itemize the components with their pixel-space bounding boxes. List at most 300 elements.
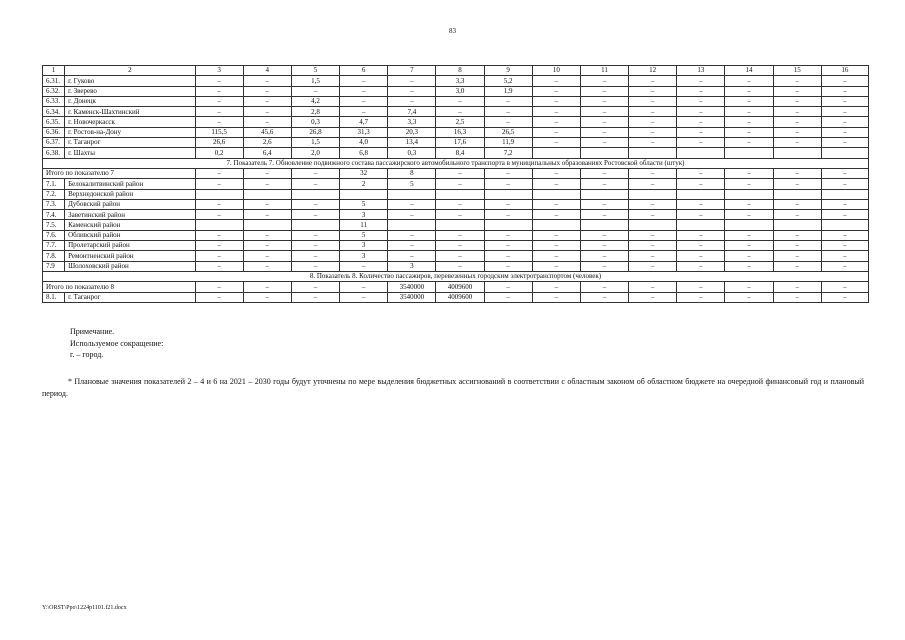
value-cell	[629, 148, 677, 158]
value-cell: –	[195, 199, 243, 209]
value-cell: –	[677, 107, 725, 117]
value-cell: –	[629, 86, 677, 96]
value-cell: –	[821, 168, 868, 178]
value-cell: 31,3	[340, 127, 388, 137]
value-cell: –	[725, 261, 773, 271]
value-cell: –	[677, 96, 725, 106]
total-row	[43, 282, 869, 292]
value-cell: –	[725, 210, 773, 220]
value-cell: –	[532, 241, 580, 251]
row-name: Обливский район	[65, 230, 195, 240]
value-cell	[773, 220, 821, 230]
value-cell: –	[243, 107, 291, 117]
value-cell: –	[773, 76, 821, 86]
value-cell: –	[677, 261, 725, 271]
section-heading-row	[43, 271, 869, 281]
table-row	[43, 96, 869, 106]
value-cell	[821, 148, 868, 158]
table-row	[43, 241, 869, 251]
value-cell: 20,3	[388, 127, 436, 137]
value-cell: –	[821, 127, 868, 137]
value-cell: –	[580, 76, 628, 86]
value-cell	[532, 189, 580, 199]
value-cell: –	[821, 251, 868, 261]
value-cell: 3,0	[436, 86, 484, 96]
value-cell: –	[195, 251, 243, 261]
row-name: г. Новочеркасск	[65, 117, 195, 127]
value-cell: –	[291, 86, 339, 96]
value-cell: –	[532, 230, 580, 240]
value-cell: 3,3	[388, 117, 436, 127]
value-cell: –	[532, 251, 580, 261]
value-cell: –	[773, 210, 821, 220]
value-cell: –	[629, 261, 677, 271]
value-cell: –	[388, 230, 436, 240]
value-cell: 11	[340, 220, 388, 230]
row-name: г. Шахты	[65, 148, 195, 158]
value-cell: –	[243, 179, 291, 189]
value-cell: –	[725, 138, 773, 148]
row-number: 7.9	[43, 261, 65, 271]
row-number: 7.4.	[43, 210, 65, 220]
value-cell: –	[580, 179, 628, 189]
value-cell: –	[484, 241, 532, 251]
value-cell: 1,5	[291, 76, 339, 86]
value-cell: –	[677, 168, 725, 178]
section-heading: 8. Показатель 8. Количество пассажиров, перевезенных городским электротранспортом (человек)	[43, 271, 869, 281]
header-cell: 5	[291, 66, 339, 76]
value-cell: –	[821, 96, 868, 106]
value-cell: –	[195, 261, 243, 271]
value-cell: –	[677, 86, 725, 96]
value-cell	[677, 220, 725, 230]
value-cell: 2,8	[291, 107, 339, 117]
row-name: г. Таганрог	[65, 292, 195, 302]
value-cell	[388, 189, 436, 199]
value-cell: –	[725, 199, 773, 209]
value-cell: –	[629, 282, 677, 292]
value-cell: –	[821, 76, 868, 86]
value-cell: –	[436, 168, 484, 178]
value-cell: 2,6	[243, 138, 291, 148]
value-cell: 2	[340, 179, 388, 189]
value-cell: –	[388, 76, 436, 86]
header-cell: 14	[725, 66, 773, 76]
value-cell: –	[821, 241, 868, 251]
value-cell: –	[436, 241, 484, 251]
value-cell: 4,0	[340, 138, 388, 148]
value-cell: –	[436, 261, 484, 271]
value-cell	[484, 189, 532, 199]
value-cell: –	[580, 261, 628, 271]
value-cell: 3	[388, 261, 436, 271]
value-cell: –	[291, 261, 339, 271]
value-cell: –	[629, 230, 677, 240]
value-cell: –	[195, 168, 243, 178]
notes-block	[70, 326, 163, 361]
value-cell	[436, 220, 484, 230]
value-cell: 1,9	[484, 86, 532, 96]
value-cell: 4,7	[340, 117, 388, 127]
value-cell: –	[291, 282, 339, 292]
row-name: Ремонтненский район	[65, 251, 195, 261]
value-cell: –	[773, 261, 821, 271]
table-row	[43, 199, 869, 209]
header-cell: 11	[580, 66, 628, 76]
value-cell: –	[532, 138, 580, 148]
value-cell: –	[243, 76, 291, 86]
value-cell: –	[677, 210, 725, 220]
value-cell: 13,4	[388, 138, 436, 148]
value-cell: 3	[340, 251, 388, 261]
table-row	[43, 189, 869, 199]
row-number: 7.7.	[43, 241, 65, 251]
value-cell	[580, 148, 628, 158]
value-cell: 26,8	[291, 127, 339, 137]
value-cell: –	[677, 138, 725, 148]
value-cell	[677, 189, 725, 199]
value-cell: –	[484, 282, 532, 292]
row-name: Верхнедонской район	[65, 189, 195, 199]
value-cell: –	[580, 210, 628, 220]
row-number: 6.36.	[43, 127, 65, 137]
row-number: 6.32.	[43, 86, 65, 96]
row-name: г. Таганрог	[65, 138, 195, 148]
table-row	[43, 179, 869, 189]
value-cell: –	[243, 96, 291, 106]
value-cell: –	[725, 241, 773, 251]
value-cell	[725, 220, 773, 230]
value-cell: –	[532, 261, 580, 271]
value-cell: –	[821, 117, 868, 127]
total-label: Итого по показателю 7	[43, 168, 196, 178]
value-cell: –	[195, 210, 243, 220]
value-cell: –	[195, 96, 243, 106]
value-cell	[629, 220, 677, 230]
value-cell: –	[821, 230, 868, 240]
header-cell: 7	[388, 66, 436, 76]
value-cell: –	[532, 127, 580, 137]
value-cell	[291, 220, 339, 230]
value-cell: –	[629, 127, 677, 137]
value-cell: –	[821, 292, 868, 302]
value-cell: –	[291, 210, 339, 220]
row-number: 8.1.	[43, 292, 65, 302]
value-cell: –	[677, 76, 725, 86]
value-cell: –	[340, 261, 388, 271]
value-cell: 8,4	[436, 148, 484, 158]
value-cell: 5	[340, 199, 388, 209]
value-cell: –	[340, 86, 388, 96]
value-cell: –	[195, 107, 243, 117]
value-cell: –	[243, 292, 291, 302]
value-cell: –	[725, 96, 773, 106]
value-cell: –	[532, 199, 580, 209]
value-cell: 16,3	[436, 127, 484, 137]
value-cell: –	[484, 261, 532, 271]
header-cell: 3	[195, 66, 243, 76]
value-cell: –	[532, 117, 580, 127]
value-cell: –	[580, 107, 628, 117]
row-name: г. Каменск-Шахтинский	[65, 107, 195, 117]
value-cell: –	[773, 241, 821, 251]
value-cell: 5	[388, 179, 436, 189]
value-cell: –	[773, 117, 821, 127]
row-name: Дубовский район	[65, 199, 195, 209]
value-cell: –	[243, 261, 291, 271]
header-cell: 6	[340, 66, 388, 76]
value-cell: –	[725, 230, 773, 240]
value-cell: –	[629, 117, 677, 127]
value-cell: –	[243, 210, 291, 220]
value-cell: 115,5	[195, 127, 243, 137]
table-row	[43, 292, 869, 302]
value-cell: 0,3	[388, 148, 436, 158]
footnote: * Плановые значения показателей 2 – 4 и 6 на 2021 – 2030 годы будут уточнены по мере выделения бюджетных ассигнований в соответствии с областным законом об областном бюджете на очередной финансовый год и плановый период.	[42, 377, 864, 398]
value-cell: 11,9	[484, 138, 532, 148]
value-cell: –	[532, 96, 580, 106]
value-cell: –	[773, 168, 821, 178]
row-number: 7.8.	[43, 251, 65, 261]
value-cell: –	[243, 282, 291, 292]
value-cell: –	[629, 251, 677, 261]
value-cell: –	[436, 179, 484, 189]
header-cell: 4	[243, 66, 291, 76]
value-cell: –	[821, 261, 868, 271]
value-cell: 17,6	[436, 138, 484, 148]
value-cell: 2,0	[291, 148, 339, 158]
value-cell: –	[243, 251, 291, 261]
value-cell: –	[677, 251, 725, 261]
value-cell: –	[821, 282, 868, 292]
header-cell: 8	[436, 66, 484, 76]
value-cell: –	[340, 282, 388, 292]
value-cell: –	[291, 292, 339, 302]
value-cell: –	[532, 292, 580, 302]
value-cell	[195, 220, 243, 230]
value-cell: –	[580, 241, 628, 251]
value-cell: –	[532, 76, 580, 86]
value-cell: –	[291, 179, 339, 189]
value-cell	[436, 189, 484, 199]
value-cell: –	[195, 282, 243, 292]
value-cell: –	[725, 76, 773, 86]
value-cell: –	[773, 127, 821, 137]
value-cell: –	[243, 230, 291, 240]
value-cell: –	[580, 96, 628, 106]
header-cell: 13	[677, 66, 725, 76]
value-cell: 3	[340, 210, 388, 220]
header-cell: 9	[484, 66, 532, 76]
row-name: Заветинский район	[65, 210, 195, 220]
value-cell: –	[773, 107, 821, 117]
value-cell: –	[677, 230, 725, 240]
value-cell: –	[773, 199, 821, 209]
value-cell: –	[484, 96, 532, 106]
value-cell: –	[484, 168, 532, 178]
row-number: 7.6.	[43, 230, 65, 240]
value-cell: –	[629, 241, 677, 251]
value-cell: –	[484, 230, 532, 240]
row-number: 7.1.	[43, 179, 65, 189]
value-cell	[388, 220, 436, 230]
table-row	[43, 148, 869, 158]
value-cell	[821, 220, 868, 230]
total-row	[43, 168, 869, 178]
value-cell: –	[725, 107, 773, 117]
value-cell: –	[629, 168, 677, 178]
row-number: 6.37.	[43, 138, 65, 148]
value-cell: –	[436, 210, 484, 220]
value-cell: –	[821, 107, 868, 117]
value-cell: –	[195, 179, 243, 189]
value-cell	[821, 189, 868, 199]
value-cell: –	[243, 86, 291, 96]
row-name: г. Зверево	[65, 86, 195, 96]
value-cell: –	[773, 179, 821, 189]
value-cell: 3,3	[436, 76, 484, 86]
row-name: Белокалитвинский район	[65, 179, 195, 189]
value-cell: –	[580, 138, 628, 148]
value-cell: –	[436, 107, 484, 117]
value-cell: 26,6	[195, 138, 243, 148]
value-cell: 3540000	[388, 282, 436, 292]
value-cell: 4009600	[436, 282, 484, 292]
table-row	[43, 230, 869, 240]
value-cell: 6,8	[340, 148, 388, 158]
value-cell: –	[580, 117, 628, 127]
row-number: 6.34.	[43, 107, 65, 117]
value-cell: –	[388, 86, 436, 96]
value-cell: –	[532, 179, 580, 189]
value-cell: 5	[340, 230, 388, 240]
header-cell: 15	[773, 66, 821, 76]
value-cell: –	[195, 292, 243, 302]
value-cell: –	[484, 179, 532, 189]
value-cell: –	[532, 107, 580, 117]
value-cell: –	[725, 282, 773, 292]
table-row	[43, 138, 869, 148]
value-cell: 0,2	[195, 148, 243, 158]
row-number: 7.2.	[43, 189, 65, 199]
value-cell: –	[388, 241, 436, 251]
value-cell: –	[580, 292, 628, 302]
value-cell: –	[484, 210, 532, 220]
value-cell: –	[243, 199, 291, 209]
value-cell: –	[725, 292, 773, 302]
notes-title: Примечание.	[70, 327, 115, 336]
value-cell: –	[195, 117, 243, 127]
value-cell: –	[773, 292, 821, 302]
value-cell: –	[436, 251, 484, 261]
value-cell: –	[243, 241, 291, 251]
value-cell	[340, 189, 388, 199]
value-cell: –	[291, 168, 339, 178]
value-cell: –	[291, 251, 339, 261]
value-cell: –	[436, 230, 484, 240]
header-cell: 16	[821, 66, 868, 76]
value-cell: –	[725, 127, 773, 137]
indicators-table	[42, 65, 869, 303]
value-cell: –	[291, 199, 339, 209]
value-cell: –	[340, 96, 388, 106]
value-cell: –	[773, 230, 821, 240]
value-cell: 5,2	[484, 76, 532, 86]
value-cell: –	[388, 199, 436, 209]
value-cell: 7,4	[388, 107, 436, 117]
value-cell: 26,5	[484, 127, 532, 137]
value-cell: –	[773, 251, 821, 261]
value-cell: –	[773, 282, 821, 292]
value-cell: –	[580, 86, 628, 96]
value-cell: –	[629, 76, 677, 86]
value-cell: 2,5	[436, 117, 484, 127]
value-cell: –	[195, 76, 243, 86]
value-cell: –	[725, 86, 773, 96]
value-cell	[725, 148, 773, 158]
value-cell: –	[340, 76, 388, 86]
value-cell: –	[195, 86, 243, 96]
value-cell: 0,3	[291, 117, 339, 127]
value-cell: –	[773, 138, 821, 148]
table-row	[43, 127, 869, 137]
value-cell	[629, 189, 677, 199]
value-cell: –	[629, 199, 677, 209]
value-cell: 1,5	[291, 138, 339, 148]
value-cell: –	[291, 230, 339, 240]
value-cell: –	[677, 241, 725, 251]
value-cell: –	[677, 282, 725, 292]
value-cell: –	[725, 179, 773, 189]
value-cell: –	[388, 210, 436, 220]
value-cell	[243, 220, 291, 230]
value-cell: –	[580, 251, 628, 261]
value-cell: –	[725, 168, 773, 178]
value-cell: –	[484, 251, 532, 261]
value-cell: –	[340, 107, 388, 117]
value-cell: –	[677, 292, 725, 302]
table-row	[43, 210, 869, 220]
header-cell: 10	[532, 66, 580, 76]
value-cell: –	[821, 86, 868, 96]
row-number: 6.33.	[43, 96, 65, 106]
value-cell: 7,2	[484, 148, 532, 158]
value-cell: –	[725, 251, 773, 261]
value-cell: 4,2	[291, 96, 339, 106]
table-header-row	[43, 66, 869, 76]
section-heading-row	[43, 158, 869, 168]
total-label: Итого по показателю 8	[43, 282, 196, 292]
value-cell: –	[484, 107, 532, 117]
value-cell: –	[340, 292, 388, 302]
value-cell: –	[629, 107, 677, 117]
table-row	[43, 117, 869, 127]
header-cell: 12	[629, 66, 677, 76]
value-cell: –	[821, 199, 868, 209]
value-cell: –	[677, 199, 725, 209]
value-cell: –	[243, 117, 291, 127]
value-cell	[580, 220, 628, 230]
header-cell: 1	[43, 66, 65, 76]
value-cell: –	[436, 199, 484, 209]
row-name: г. Ростов-на-Дону	[65, 127, 195, 137]
value-cell: –	[484, 292, 532, 302]
value-cell: –	[725, 117, 773, 127]
value-cell: –	[629, 138, 677, 148]
value-cell	[484, 220, 532, 230]
value-cell: –	[629, 179, 677, 189]
value-cell	[773, 189, 821, 199]
